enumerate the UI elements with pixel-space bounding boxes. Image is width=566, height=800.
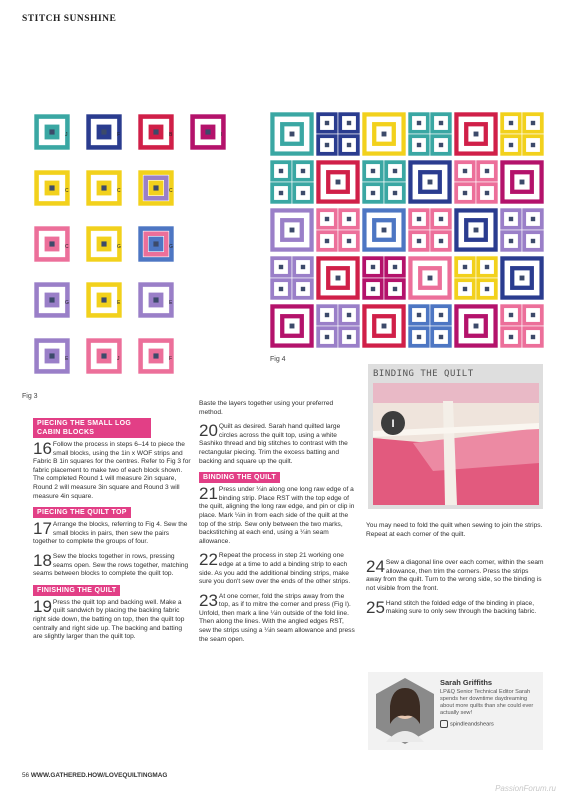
step-20 bbox=[199, 423, 357, 466]
fig3-fabric-letter: C bbox=[169, 188, 173, 194]
fig4-large-block bbox=[454, 112, 498, 156]
fig4-small-block bbox=[270, 256, 292, 278]
author-box bbox=[368, 672, 543, 750]
step-19 bbox=[33, 596, 191, 642]
fig4-small-block bbox=[408, 304, 430, 326]
step-24 bbox=[366, 559, 544, 593]
step-16 bbox=[33, 441, 191, 501]
instagram-icon bbox=[440, 720, 448, 728]
step-text: Sew the blocks together in rows, pressing seams open. Sew the rows together, matching seams between blocks to complete the quilt top. bbox=[33, 552, 189, 578]
column-1 bbox=[33, 418, 191, 648]
fig4-small-block bbox=[500, 208, 522, 230]
fig4-small-block bbox=[408, 134, 430, 156]
fig3-fabric-letter: E bbox=[117, 300, 121, 306]
fig4-large-block bbox=[454, 304, 498, 348]
fig4-small-block bbox=[384, 160, 406, 182]
fig4-small-block bbox=[454, 278, 476, 300]
fig3-fabric-letter: G bbox=[117, 244, 121, 250]
step-number: 17 bbox=[33, 519, 52, 539]
fig4-small-block bbox=[292, 256, 314, 278]
fig4-large-block bbox=[500, 160, 544, 204]
fig4-large-block bbox=[270, 304, 314, 348]
fig4-small-block bbox=[362, 160, 384, 182]
sidebar-badge: I bbox=[391, 418, 395, 430]
step-number: 21 bbox=[199, 484, 218, 504]
page-header: STITCH SUNSHINE bbox=[22, 14, 117, 24]
fig4-small-block bbox=[430, 134, 452, 156]
intro-text: You may need to fold the quilt when sewing to join the strips. Repeat at each corner of the quilt. bbox=[366, 522, 543, 538]
fig4-small-block bbox=[522, 112, 544, 134]
fig4-small-block bbox=[430, 230, 452, 252]
fig4-quilt-diagram bbox=[270, 112, 545, 352]
fig3-fabric-letter: I bbox=[221, 132, 223, 138]
fig4-small-block bbox=[454, 182, 476, 204]
fig4-small-block bbox=[316, 112, 338, 134]
fig4-small-block bbox=[522, 134, 544, 156]
fig4-large-block bbox=[316, 160, 360, 204]
fig4-small-block bbox=[522, 304, 544, 326]
fig4-label: Fig 4 bbox=[270, 356, 286, 363]
fig4-small-block bbox=[408, 326, 430, 348]
step-text: Repeat the process in step 21 working one edge at a time to add a binding strip to each side. As you add the additional binding strips, make sure you don't sew over the ends of the other strips. bbox=[199, 552, 351, 586]
sidebar-title: BINDING THE QUILT bbox=[373, 369, 474, 379]
fig4-small-block bbox=[384, 256, 406, 278]
step-text: Press the quilt top and backing well. Make a quilt sandwich by placing the backing fabric right side down, the batting on top, then the quilt top centrally and right side up. The backing and batting are slightly larger than the quilt top. bbox=[33, 598, 185, 641]
fig3-label: Fig 3 bbox=[22, 393, 38, 400]
step-text: Arrange the blocks, referring to Fig 4. Sew the small blocks in pairs, then sew the pairs together to complete the groups of four. bbox=[33, 521, 188, 546]
fig3-fabric-letter: B bbox=[169, 132, 173, 138]
fig4-small-block bbox=[522, 326, 544, 348]
fig4-small-block bbox=[338, 208, 360, 230]
fig4-small-block bbox=[292, 278, 314, 300]
fig4-small-block bbox=[476, 256, 498, 278]
step-23 bbox=[199, 590, 357, 645]
fig4-small-block bbox=[316, 304, 338, 326]
fig4-small-block bbox=[500, 304, 522, 326]
column-2 bbox=[199, 400, 357, 650]
step-text: Sew a diagonal line over each corner, within the seam allowance, then trim the corners. Press the strips away from the quilt. Turn to the wrong side, so the binding is not visible from the front. bbox=[366, 559, 544, 592]
fig4-large-block bbox=[362, 112, 406, 156]
step-text: At one corner, fold the strips away from the top, as if to mitre the corner and press (Fig I). Unfold, then mark a line ¼in outside of the fold line. Then along the lines. With the angled edges RST, sew the strips using a ¼in seam allowance and press the seam open. bbox=[199, 592, 355, 643]
fig3-fabric-letter: C bbox=[65, 244, 69, 250]
fig3-fabric-letter: J bbox=[65, 132, 68, 138]
author-social[interactable] bbox=[440, 720, 538, 728]
step-21 bbox=[199, 486, 357, 546]
fig4-small-block bbox=[384, 278, 406, 300]
fig4-small-block bbox=[292, 160, 314, 182]
fig3-fabric-letter: G bbox=[169, 244, 173, 250]
step-number: 20 bbox=[199, 421, 218, 441]
fig4-small-block bbox=[500, 112, 522, 134]
fig4-small-block bbox=[362, 182, 384, 204]
fig4-large-block bbox=[316, 256, 360, 300]
fig4-small-block bbox=[476, 182, 498, 204]
fig4-small-block bbox=[362, 256, 384, 278]
author-photo bbox=[374, 676, 436, 746]
step-25 bbox=[366, 597, 544, 617]
fig4-small-block bbox=[384, 182, 406, 204]
fig3-fabric-letter: F bbox=[117, 132, 121, 138]
fig4-small-block bbox=[408, 230, 430, 252]
fig4-small-block bbox=[500, 326, 522, 348]
fig4-small-block bbox=[316, 326, 338, 348]
fig4-small-block bbox=[338, 230, 360, 252]
fig4-small-block bbox=[316, 134, 338, 156]
fig4-small-block bbox=[338, 304, 360, 326]
fig4-small-block bbox=[476, 160, 498, 182]
fig3-fabric-letter: E bbox=[169, 300, 173, 306]
fig4-small-block bbox=[316, 230, 338, 252]
heading-piecing-quilt-top: PIECING THE QUILT TOP bbox=[33, 507, 131, 518]
fig3-fabric-letter: E bbox=[65, 356, 69, 362]
fig4-small-block bbox=[500, 230, 522, 252]
step-number: 22 bbox=[199, 550, 218, 570]
fig4-small-block bbox=[522, 230, 544, 252]
fig4-small-block bbox=[454, 160, 476, 182]
footer-url[interactable]: WWW.GATHERED.HOW/LOVEQUILTINGMAG bbox=[30, 772, 168, 779]
heading-binding: BINDING THE QUILT bbox=[199, 472, 280, 483]
fig4-large-block bbox=[270, 208, 314, 252]
step-text: Follow the process in steps 6–14 to piece the small blocks, using the 1in x WOF strips and Fabric B 1in squares for the centres. Refer to Fig 3 for fabric placement to make two of each block shown. The completed Round 1 will measure 2in square, Round 2 will measure 3in square and Round 3 will measure 4in square. bbox=[33, 441, 191, 500]
fig3-fabric-letter: C bbox=[65, 188, 69, 194]
page-number: 56 bbox=[22, 772, 30, 779]
fig4-small-block bbox=[454, 256, 476, 278]
fig4-small-block bbox=[430, 208, 452, 230]
fig4-large-block bbox=[362, 304, 406, 348]
fig4-small-block bbox=[362, 278, 384, 300]
fig4-large-block bbox=[362, 208, 406, 252]
fig3-fabric-letter: F bbox=[169, 356, 173, 362]
fig4-large-block bbox=[408, 256, 452, 300]
fig3-fabric-letter: J bbox=[117, 356, 120, 362]
fig4-small-block bbox=[430, 304, 452, 326]
step-number: 24 bbox=[366, 557, 385, 577]
fig4-small-block bbox=[270, 278, 292, 300]
step-18 bbox=[33, 550, 191, 579]
step-number: 18 bbox=[33, 550, 52, 570]
step-text: Press under ¼in along one long raw edge of a binding strip. Place RST with the top edge of the quilt, aligning the long raw edge, and pin or clip in place. Mark ¼in in from each side of the quilt at the top of the strip. Sew only between the two marks, backstitching at each end, using a ¼in seam allowance. bbox=[199, 486, 355, 545]
fig4-large-block bbox=[454, 208, 498, 252]
fig4-small-block bbox=[430, 326, 452, 348]
fig4-large-block bbox=[500, 256, 544, 300]
fig4-small-block bbox=[338, 112, 360, 134]
step-17 bbox=[33, 521, 191, 547]
author-bio: LP&Q Senior Technical Editor Sarah spends her downtime daydreaming about more quilts than she could ever actually sew! bbox=[440, 689, 534, 716]
fig4-small-block bbox=[408, 208, 430, 230]
fig3-diagram bbox=[28, 110, 228, 392]
footer bbox=[22, 772, 167, 779]
intro-text: Baste the layers together using your preferred method. bbox=[199, 400, 334, 416]
fig4-small-block bbox=[522, 208, 544, 230]
author-handle: spindleandshears bbox=[450, 721, 494, 728]
step-text: Quilt as desired. Sarah hand quilted large circles across the quilt top, using a white Sashiko thread and big stitches to contrast with the rectangular piecing. Trim the excess batting and backing and square up the quilt. bbox=[199, 423, 348, 465]
fig4-large-block bbox=[270, 112, 314, 156]
fig3-fabric-letter: G bbox=[65, 300, 69, 306]
fig4-small-block bbox=[338, 326, 360, 348]
fig4-small-block bbox=[338, 134, 360, 156]
fig3-fabric-letter: C bbox=[117, 188, 121, 194]
step-number: 16 bbox=[33, 439, 52, 458]
step-number: 23 bbox=[199, 590, 218, 610]
heading-piecing-small-blocks: PIECING THE SMALL LOG CABIN BLOCKS bbox=[33, 418, 151, 438]
fig4-small-block bbox=[408, 112, 430, 134]
watermark: PassionForum.ru bbox=[495, 784, 556, 793]
step-number: 19 bbox=[33, 596, 52, 616]
binding-photo bbox=[373, 383, 539, 505]
heading-finishing: FINISHING THE QUILT bbox=[33, 585, 120, 596]
step-text: Hand stitch the folded edge of the binding in place, making sure to only sew through the backing fabric. bbox=[385, 599, 537, 616]
author-name: Sarah Griffiths bbox=[440, 678, 493, 687]
column-3 bbox=[366, 522, 544, 623]
step-number: 25 bbox=[366, 597, 385, 617]
fig4-small-block bbox=[500, 134, 522, 156]
fig4-small-block bbox=[316, 208, 338, 230]
step-22 bbox=[199, 552, 357, 586]
fig4-small-block bbox=[430, 112, 452, 134]
fig4-large-block bbox=[408, 160, 452, 204]
fig4-small-block bbox=[292, 182, 314, 204]
fig4-small-block bbox=[476, 278, 498, 300]
fig4-small-block bbox=[270, 160, 292, 182]
fig4-small-block bbox=[270, 182, 292, 204]
